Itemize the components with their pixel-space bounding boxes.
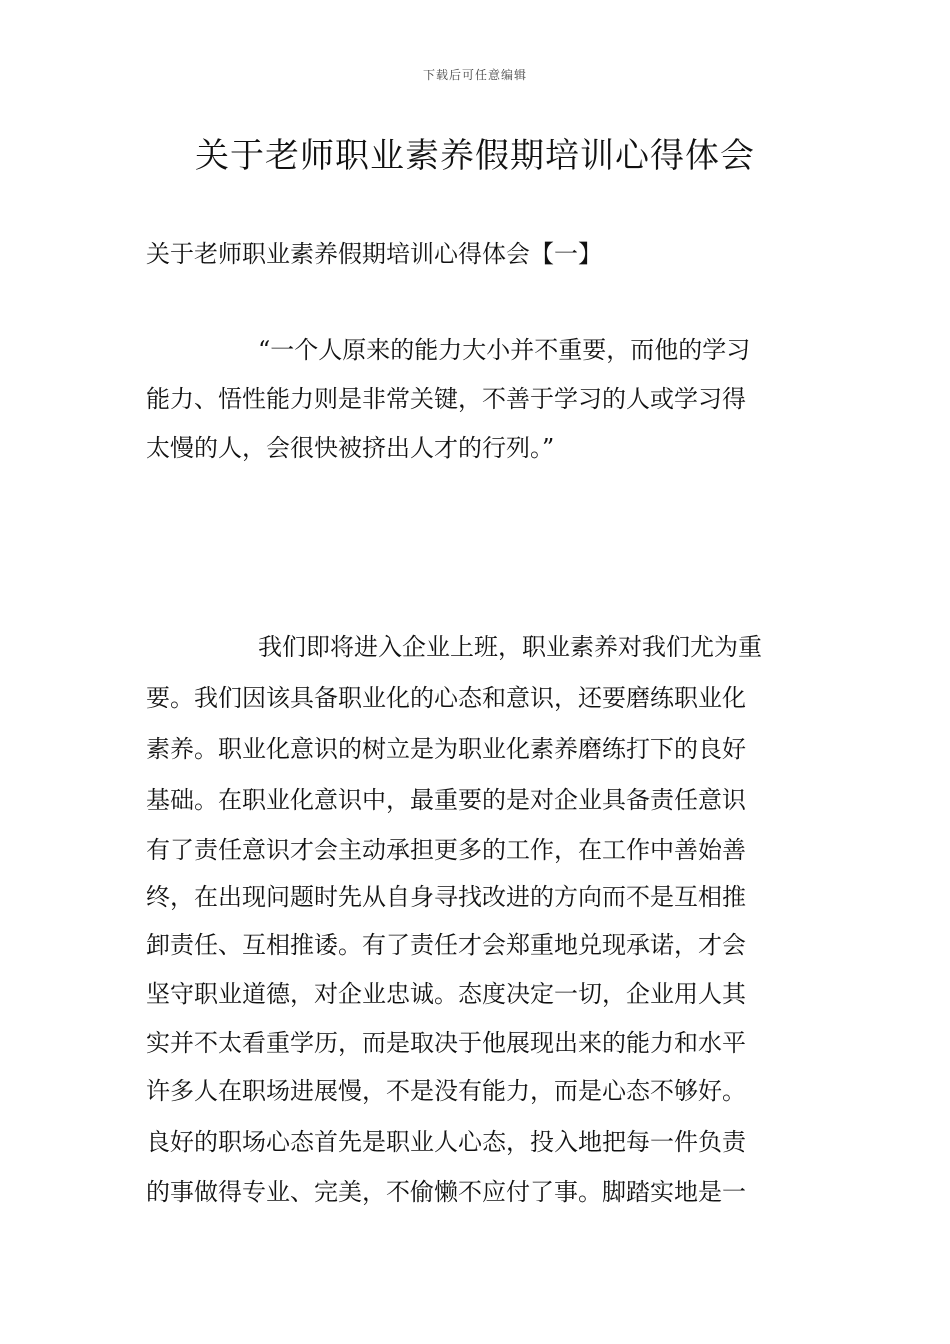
body-line: 坚守职业道德，对企业忠诚。态度决定一切，企业用人其 xyxy=(146,980,746,1008)
section-heading: 关于老师职业素养假期培训心得体会【一】 xyxy=(146,240,602,268)
body-line: 卸责任、互相推诿。有了责任才会郑重地兑现承诺，才会 xyxy=(146,931,746,959)
body-line: 基础。在职业化意识中，最重要的是对企业具备责任意识 xyxy=(146,786,746,814)
body-line: 素养。职业化意识的树立是为职业化素养磨练打下的良好 xyxy=(146,735,746,763)
body-line: 的事做得专业、完美，不偷懒不应付了事。脚踏实地是一 xyxy=(146,1178,746,1206)
body-line: 良好的职场心态首先是职业人心态，投入地把每一件负责 xyxy=(146,1128,746,1156)
body-line: 终，在出现问题时先从自身寻找改进的方向而不是互相推 xyxy=(146,883,746,911)
quote-line: 能力、悟性能力则是非常关键，不善于学习的人或学习得 xyxy=(146,385,746,413)
document-title: 关于老师职业素养假期培训心得体会 xyxy=(195,136,755,176)
body-line: 有了责任意识才会主动承担更多的工作，在工作中善始善 xyxy=(146,836,746,864)
body-line: 我们即将进入企业上班，职业素养对我们尤为重 xyxy=(258,633,762,661)
body-line: 要。我们因该具备职业化的心态和意识，还要磨练职业化 xyxy=(146,684,746,712)
quote-line: “一个人原来的能力大小并不重要，而他的学习 xyxy=(258,336,751,364)
body-line: 许多人在职场进展慢，不是没有能力，而是心态不够好。 xyxy=(146,1077,746,1105)
header-note: 下载后可任意编辑 xyxy=(422,68,527,82)
quote-line: 太慢的人，会很快被挤出人才的行列。” xyxy=(146,434,555,462)
body-line: 实并不太看重学历，而是取决于他展现出来的能力和水平 xyxy=(146,1029,746,1057)
